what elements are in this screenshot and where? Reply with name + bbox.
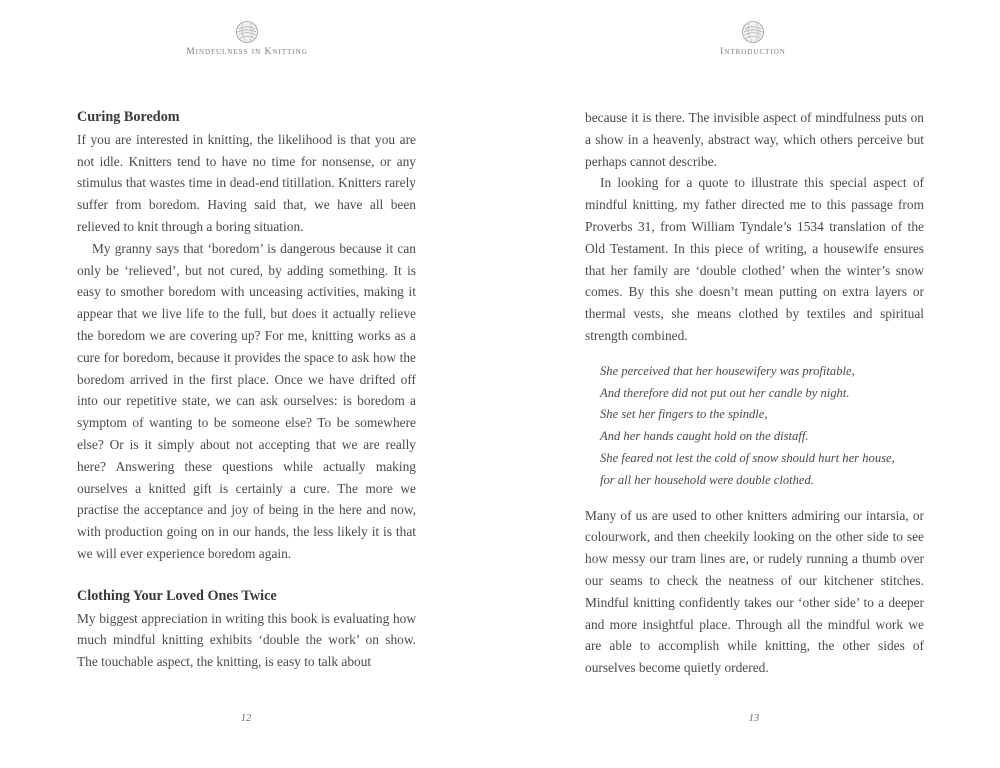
right-page: [500, 0, 1000, 768]
page-number: 12: [240, 713, 252, 724]
running-head-title: Introduction: [720, 47, 786, 57]
running-head-title: Mindfulness in Knitting: [186, 47, 308, 57]
poem-line: She feared not lest the cold of snow should hurt her house,: [600, 450, 895, 465]
paragraph: My biggest appreciation in writing this book is evaluating how much mindful knitting exhibits ‘double the work’ on show. The touchable aspect, the knitting, is easy to talk about: [77, 610, 416, 670]
right-running-head: [503, 20, 1000, 57]
yarn-ball-icon: [741, 20, 765, 44]
right-body-text: [585, 107, 924, 679]
left-body-text: [77, 107, 416, 673]
poem-line: She perceived that her housewifery was profitable,: [600, 363, 855, 378]
page-number: 13: [748, 713, 760, 724]
section-heading: Curing Boredom: [77, 109, 180, 125]
quoted-poem: [600, 361, 924, 492]
paragraph: If you are interested in knitting, the likelihood is that you are not idle. Knitters tend to have no time for nonsense, or any stimulus that wastes time in dead-end titillation. Knitters rarely suffer from boredom. Having said that, we have all been relieved to knit through a boring situation.: [77, 131, 416, 234]
paragraph: My granny says that ‘boredom’ is dangerous because it can only be ‘relieved’, but not cured, by adding something. It is easy to smother boredom with unceasing activities, making it appear that we live life to the full, but does it actually relieve the boredom we are covering up? For me, knitting works as a cure for boredom, because it provides the space to ask how the boredom arrived in the first place. Once we have drifted off into our repetitive state, we can ask ourselves: is boredom a symptom of wanting to be someone else? To be somewhere else? Or is it simply about not accepting that we are really here? Answering these questions while actually making ourselves a knitted gift is certainly a cure. The more we practise the acceptance and joy of being in the here and now, with production going on in our hands, the less likely it is that we will ever experience boredom again.: [77, 240, 416, 561]
poem-line: She set her fingers to the spindle,: [600, 407, 768, 422]
left-running-head: [0, 20, 497, 57]
poem-line: And therefore did not put out her candle by night.: [600, 385, 850, 400]
paragraph: because it is there. The invisible aspect of mindfulness puts on a show in a heavenly, abstract way, which others perceive but perhaps cannot describe.: [585, 110, 924, 169]
paragraph: In looking for a quote to illustrate this special aspect of mindful knitting, my father directed me to this passage from Proverbs 31, from William Tyndale’s 1534 translation of the Old Testament. In this piece of writing, a housewife ensures that her family are ‘double clothed’ when the winter’s snow comes. By this she doesn’t mean putting on extra layers or thermal vests, she means clothed by textiles and spiritual strength combined.: [585, 175, 924, 343]
yarn-ball-icon: [235, 20, 259, 44]
paragraph: Many of us are used to other knitters admiring our intarsia, or colourwork, and then cheekily looking on the other side to see how messy our tram lines are, or rudely running a thumb over our seams to check the neatness of our kitchener stitches. Mindful knitting confidently takes our ‘other side’ to a deeper and more insightful place. Through all the mindful work we are able to accomplish while knitting, the other sides of ourselves become quietly ordered.: [585, 507, 924, 676]
poem-line: for all her household were double clothed.: [600, 472, 814, 487]
section-heading: Clothing Your Loved Ones Twice: [77, 587, 277, 604]
poem-line: And her hands caught hold on the distaff.: [600, 429, 809, 444]
